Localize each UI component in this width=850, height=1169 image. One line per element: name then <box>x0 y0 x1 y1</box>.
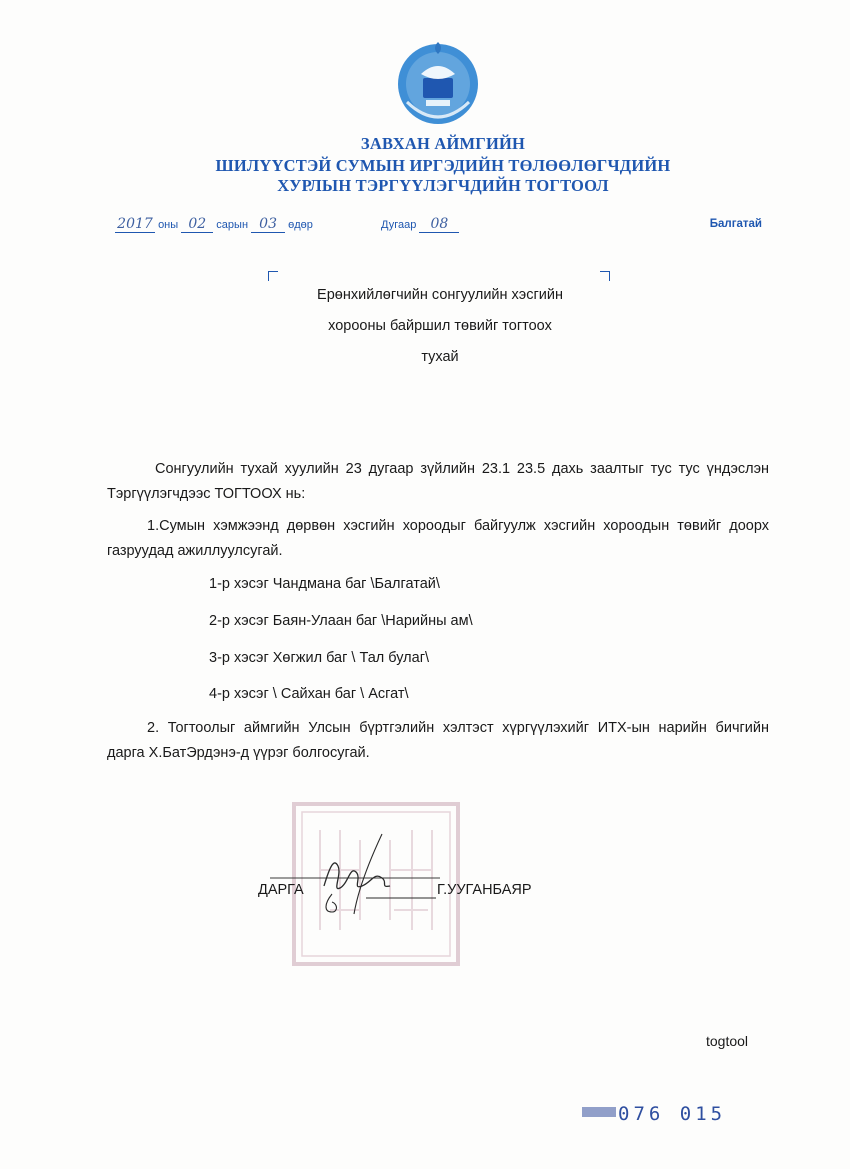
title-line-1: Ерөнхийлөгчийн сонгуулийн хэсгийн <box>317 287 563 303</box>
title-line-3: тухай <box>421 349 459 365</box>
header-line-1: ЗАВХАН АЙМГИЙН <box>360 134 526 153</box>
signer-title: ДАРГА <box>258 882 304 898</box>
list-item: 2-р хэсэг Баян-Улаан баг \Нарийны ам\ <box>209 613 473 629</box>
signer-name: Г.УУГАНБАЯР <box>437 882 532 898</box>
list-item: 4-р хэсэг \ Сайхан баг \ Асгат\ <box>209 686 409 702</box>
place-name: Балгатай <box>709 218 762 230</box>
day-label: өдөр <box>288 219 313 231</box>
date-line <box>115 216 775 240</box>
year-label: оны <box>158 219 179 231</box>
number-field: 08 <box>419 216 459 233</box>
title-bracket-right <box>600 271 610 281</box>
intro-paragraph: Сонгуулийн тухай хуулийн 23 дугаар зүйлийн 23.1 23.5 дахь заалтыг тус тус үндэслэн Тэргүүлэгчдээс ТОГТООХ нь: <box>107 461 769 502</box>
registration-number: 076 015 <box>618 1103 727 1125</box>
header-line-3: ХУРЛЫН ТЭРГҮҮЛЭГЧДИЙН ТОГТООЛ <box>277 176 609 195</box>
item-2-paragraph: 2. Тогтоолыг аймгийн Улсын бүртгэлийн хэлтэст хүргүүлэхийг ИТХ-ын нарийн бичгийн дарга Х.БатЭрдэнэ-д үүрэг болгосугай. <box>107 720 769 761</box>
registration-mark <box>582 1107 616 1117</box>
day-field: 03 <box>251 216 285 233</box>
number-label: Дугаар <box>381 219 417 231</box>
list-item: 3-р хэсэг Хөгжил баг \ Тал булаг\ <box>209 650 430 666</box>
month-field: 02 <box>181 216 213 233</box>
state-emblem-icon <box>393 34 483 130</box>
header-line-2: ШИЛҮҮСТЭЙ СУМЫН ИРГЭДИЙН ТӨЛӨӨЛӨГЧДИЙН <box>215 156 671 175</box>
month-label: сарын <box>216 219 249 231</box>
footer-code: togtool <box>706 1033 749 1049</box>
year-field: 2017 <box>115 216 155 233</box>
title-line-2: хорооны байршил төвийг тогтоох <box>328 318 552 334</box>
item-1-paragraph: 1.Сумын хэмжээнд дөрвөн хэсгийн хороодыг байгуулж хэсгийн хороодын төвийг доорх газруудад ажиллуулсугай. <box>107 518 769 559</box>
list-item: 1-р хэсэг Чандмана баг \Балгатай\ <box>209 576 440 592</box>
title-bracket-left <box>268 271 278 281</box>
signature-icon <box>262 828 452 920</box>
